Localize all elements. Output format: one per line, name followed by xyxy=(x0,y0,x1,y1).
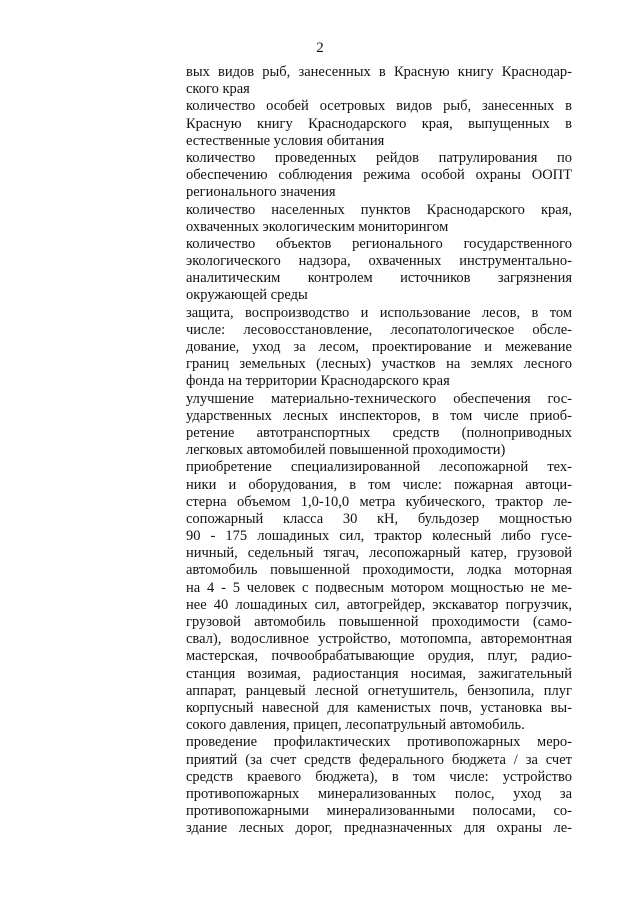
text-line: Красную книгу Краснодарского края, выпущенных в xyxy=(186,115,572,132)
text-line: числе: лесовосстановление, лесопатологическое обсле- xyxy=(186,321,572,338)
text-line: ударственных лесных инспекторов, в том числе приоб- xyxy=(186,407,572,424)
text-line: мастерская, почвообрабатывающие орудия, плуг, радио- xyxy=(186,648,572,665)
text-line: 90 - 175 лошадиных сил, трактор колесный либо гусе- xyxy=(186,528,572,545)
text-line: нее 40 лошадиных сил, автогрейдер, экскаватор погрузчик, xyxy=(186,596,572,613)
text-line: естественные условия обитания xyxy=(186,132,385,149)
document-text xyxy=(186,64,572,837)
text-line: обеспечению соблюдения режима особой охраны ООПТ xyxy=(186,167,572,184)
text-line: противопожарных минерализованных полос, уход за xyxy=(186,785,572,802)
text-line: охваченных экологическим мониторингом xyxy=(186,218,449,235)
text-line: ского края xyxy=(186,81,250,98)
text-line: сокого давления, прицеп, лесопатрульный автомобиль. xyxy=(186,717,525,734)
text-line: корпусный навесной для каменистых почв, установка вы- xyxy=(186,699,572,716)
text-line: границ земельных (лесных) участков на землях лесного xyxy=(186,356,572,373)
text-line: средств краевого бюджета), в том числе: устройство xyxy=(186,768,572,785)
text-line: ретение автотранспортных средств (полноприводных xyxy=(186,424,572,441)
text-line: количество объектов регионального государственного xyxy=(186,235,572,252)
text-line: ники и оборудования, в том числе: пожарная автоци- xyxy=(186,476,572,493)
text-line: вых видов рыб, занесенных в Красную книгу Краснодар- xyxy=(186,64,572,80)
text-line: грузовой автомобиль повышенной проходимости (само- xyxy=(186,614,572,630)
text-line: защита, воспроизводство и использование лесов, в том xyxy=(186,304,572,321)
text-line: легковых автомобилей повышенной проходимости) xyxy=(186,442,506,459)
text-line: на 4 - 5 человек с подвесным мотором мощностью не ме- xyxy=(186,579,572,596)
text-line: станция возимая, радиостанция носимая, зажигательный xyxy=(186,665,572,682)
text-line: приятий (за счет средств федерального бюджета / за счет xyxy=(186,751,572,768)
text-line: сопожарный класса 30 кН, бульдозер мощностью xyxy=(186,510,572,527)
text-line: свал), водосливное устройство, мотопомпа, авторемонтная xyxy=(186,631,572,648)
text-line: аппарат, ранцевый лесной огнетушитель, бензопила, плуг xyxy=(186,682,572,699)
text-line: фонда на территории Краснодарского края xyxy=(186,373,450,390)
text-line: дование, уход за лесом, проектирование и межевание xyxy=(186,339,572,355)
text-line: приобретение специализированной лесопожарной тех- xyxy=(186,459,572,476)
text-line: автомобиль повышенной проходимости, лодка моторная xyxy=(186,562,572,579)
text-line: стерна объемом 1,0-10,0 метра кубического, трактор ле- xyxy=(186,493,572,510)
text-line: здание лесных дорог, предназначенных для охраны ле- xyxy=(186,820,572,837)
text-line: проведение профилактических противопожарных меро- xyxy=(186,734,572,751)
text-line: улучшение материально-технического обеспечения гос- xyxy=(186,390,572,407)
text-line: противопожарными минерализованными полосами, со- xyxy=(186,803,572,820)
text-line: количество особей осетровых видов рыб, занесенных в xyxy=(186,98,572,115)
text-line: количество проведенных рейдов патрулирования по xyxy=(186,149,572,166)
text-line: ничный, седельный тягач, лесопожарный катер, грузовой xyxy=(186,545,572,562)
page-number: 2 xyxy=(316,40,324,56)
text-line: аналитическим контролем источников загрязнения xyxy=(186,270,572,287)
text-line: регионального значения xyxy=(186,184,336,201)
text-line: экологического надзора, охваченных инструментально- xyxy=(186,253,572,270)
text-line: окружающей среды xyxy=(186,287,308,304)
text-line: количество населенных пунктов Краснодарского края, xyxy=(186,201,572,218)
